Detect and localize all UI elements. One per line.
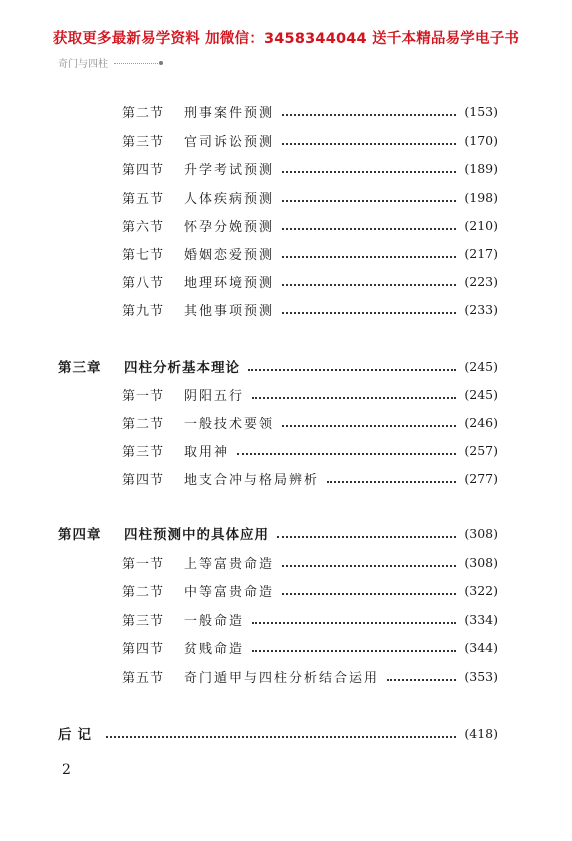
section-title: 怀孕分娩预测 (184, 219, 275, 235)
chapter-title: 四柱预测中的具体应用 (124, 527, 269, 543)
section-number: 第八节 (122, 275, 165, 291)
toc-entry[interactable] (122, 187, 498, 207)
dot-leader (387, 671, 456, 681)
dot-leader (237, 445, 456, 455)
section-number: 第三节 (122, 613, 165, 629)
page-ref: (245) (464, 386, 498, 402)
dot-leader (282, 557, 456, 567)
section-number: 第六节 (122, 219, 165, 235)
section-number: 第三节 (122, 134, 165, 150)
toc-entry[interactable] (122, 637, 498, 657)
page-ref: (308) (464, 554, 498, 570)
page-ref: (245) (464, 358, 498, 374)
dot-leader (282, 135, 456, 145)
running-head-rule (114, 63, 158, 64)
page-ref: (322) (464, 582, 498, 598)
page-ref: (334) (464, 611, 498, 627)
page-ref: (257) (464, 442, 498, 458)
section-title: 一般命造 (184, 613, 245, 629)
running-head-text: 奇门与四柱 (58, 59, 108, 70)
page-ref: (418) (464, 725, 498, 741)
toc-entry[interactable] (122, 243, 498, 263)
section-number: 第四节 (122, 472, 165, 488)
dot-leader (282, 220, 456, 230)
section-title: 阴阳五行 (184, 388, 245, 404)
page-ref: (277) (464, 470, 498, 486)
section-title: 地理环境预测 (184, 275, 275, 291)
toc-chapter[interactable] (58, 356, 498, 376)
dot-leader (252, 642, 456, 652)
page-ref: (344) (464, 639, 498, 655)
toc-chapter[interactable] (58, 523, 498, 543)
page-number: 2 (62, 762, 71, 778)
dot-leader (282, 417, 456, 427)
dot-leader (106, 728, 456, 738)
page-ref: (189) (464, 160, 498, 176)
section-number: 第四节 (122, 162, 165, 178)
section-title: 其他事项预测 (184, 303, 275, 319)
toc-entry[interactable] (122, 468, 498, 488)
section-number: 第二节 (122, 584, 165, 600)
toc-entry[interactable] (122, 215, 498, 235)
section-title: 地支合冲与格局辨析 (184, 472, 320, 488)
toc-entry[interactable] (122, 271, 498, 291)
toc-entry[interactable] (122, 580, 498, 600)
toc-entry[interactable] (122, 130, 498, 150)
section-number: 第七节 (122, 247, 165, 263)
section-title: 刑事案件预测 (184, 105, 275, 121)
section-number: 第三节 (122, 444, 165, 460)
section-title: 人体疾病预测 (184, 191, 275, 207)
page-ref: (353) (464, 668, 498, 684)
chapter-number: 第三章 (58, 360, 102, 376)
chapter-title: 四柱分析基本理论 (124, 360, 240, 376)
page-ref: (308) (464, 525, 498, 541)
page-ref: (246) (464, 414, 498, 430)
section-title: 官司诉讼预测 (184, 134, 275, 150)
section-number: 第九节 (122, 303, 165, 319)
page-ref: (210) (464, 217, 498, 233)
section-number: 第五节 (122, 670, 165, 686)
section-number: 第五节 (122, 191, 165, 207)
toc-afterword[interactable] (58, 723, 498, 743)
section-number: 第四节 (122, 641, 165, 657)
dot-leader (327, 473, 456, 483)
running-head-dot (159, 61, 163, 65)
section-number: 第一节 (122, 556, 165, 572)
toc-entry[interactable] (122, 384, 498, 404)
dot-leader (282, 276, 456, 286)
section-title: 取用神 (184, 444, 230, 460)
toc-entry[interactable] (122, 412, 498, 432)
chapter-number: 第四章 (58, 527, 102, 543)
toc-entry[interactable] (122, 158, 498, 178)
dot-leader (252, 614, 456, 624)
toc-entry[interactable] (122, 440, 498, 460)
page-ref: (217) (464, 245, 498, 261)
section-title: 一般技术要领 (184, 416, 275, 432)
page-ref: (170) (464, 132, 498, 148)
promo-banner: 获取更多最新易学资料 加微信：3458344044 送千本精品易学电子书 (52, 31, 520, 47)
section-number: 第二节 (122, 416, 165, 432)
section-title: 中等富贵命造 (184, 584, 275, 600)
page-ref: (153) (464, 103, 498, 119)
section-number: 第二节 (122, 105, 165, 121)
page-ref: (198) (464, 189, 498, 205)
dot-leader (282, 304, 456, 314)
section-title: 贫贱命造 (184, 641, 245, 657)
dot-leader (282, 106, 456, 116)
page-ref: (233) (464, 301, 498, 317)
toc-entry[interactable] (122, 299, 498, 319)
section-title: 上等富贵命造 (184, 556, 275, 572)
section-number: 第一节 (122, 388, 165, 404)
section-title: 婚姻恋爱预测 (184, 247, 275, 263)
dot-leader (252, 389, 456, 399)
section-title: 升学考试预测 (184, 162, 275, 178)
dot-leader (282, 163, 456, 173)
afterword-title: 后记 (58, 727, 97, 743)
running-head (58, 55, 163, 70)
toc-entry[interactable] (122, 609, 498, 629)
dot-leader (277, 528, 456, 538)
toc-entry[interactable] (122, 552, 498, 572)
dot-leader (282, 192, 456, 202)
dot-leader (248, 361, 456, 371)
toc-entry[interactable] (122, 666, 498, 686)
page-ref: (223) (464, 273, 498, 289)
dot-leader (282, 248, 456, 258)
section-title: 奇门遁甲与四柱分析结合运用 (184, 670, 380, 686)
dot-leader (282, 585, 456, 595)
toc-entry[interactable] (122, 101, 498, 121)
